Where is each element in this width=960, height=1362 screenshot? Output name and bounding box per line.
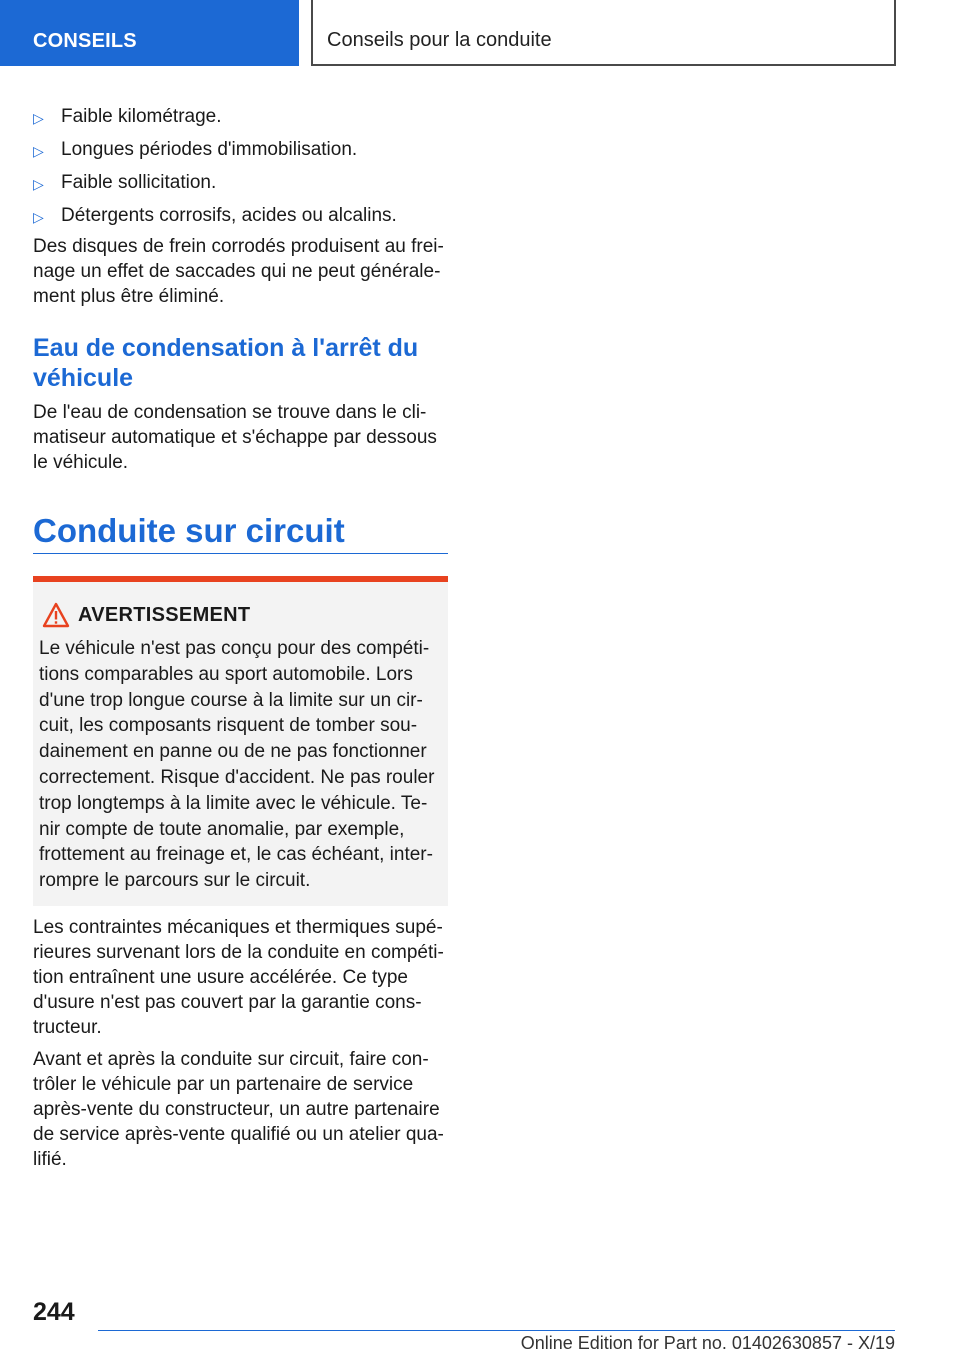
circuit-paragraph-1: Les contraintes mécaniques et thermiques supérieures survenant lors de la conduite en compétition entraînent une usure accélérée. Ce type d'usure n'est pas couvert par la garantie constructeur. — [33, 917, 444, 1038]
list-item — [33, 134, 448, 167]
footer-edition: Online Edition for Part no. 01402630857 - X/19 — [520, 1333, 895, 1353]
warning-triangle-icon — [42, 602, 70, 628]
list-item — [33, 101, 448, 134]
bullet-list — [33, 101, 448, 233]
list-item-text: Longues périodes d'immobilisation. — [61, 139, 358, 160]
circuit-paragraph-2: Avant et après la conduite sur circuit, faire contrôler le véhicule par un partenaire de service après-vente du constructeur, un autre partenaire de service après-vente qualifié ou un atelier qualifié. — [33, 1049, 444, 1170]
circuit-heading: Conduite sur circuit — [33, 512, 345, 549]
warning-box — [33, 576, 448, 906]
triangle-bullet-icon: ▷ — [33, 143, 44, 159]
condensation-heading: Eau de condensation à l'arrêt du véhicule — [33, 334, 419, 392]
triangle-bullet-icon: ▷ — [33, 110, 44, 126]
list-item — [33, 167, 448, 200]
triangle-bullet-icon: ▷ — [33, 209, 44, 225]
list-item — [33, 200, 448, 233]
list-item-text: Faible kilométrage. — [61, 106, 222, 127]
condensation-paragraph: De l'eau de condensation se trouve dans le climatiseur automatique et s'échappe par dessous le véhicule. — [33, 402, 437, 473]
heading-divider — [33, 553, 448, 554]
list-item-text: Faible sollicitation. — [61, 172, 217, 193]
section-tab: CONSEILS — [0, 0, 299, 66]
list-item-text: Détergents corrosifs, acides ou alcalins. — [61, 205, 397, 226]
page-number: 244 — [33, 1298, 75, 1326]
warning-text: Le véhicule n'est pas conçu pour des compétitions comparables au sport automobile. Lors d'une trop longue course à la limite sur un circuit, les composants risquent de tomber soudainement en panne ou de ne pas fonctionner correctement. Risque d'accident. Ne pas rouler trop longtemps à la limite avec le véhicule. Tenir compte de toute anomalie, par exemple, frottement au freinage et, le cas échéant, interrompre le parcours sur le circuit. — [39, 638, 435, 892]
triangle-bullet-icon: ▷ — [33, 176, 44, 192]
brake-paragraph: Des disques de frein corrodés produisent au freinage un effet de saccades qui ne peut généralement plus être éliminé. — [33, 236, 444, 307]
warning-header — [42, 602, 448, 628]
page-title: Conseils pour la conduite — [311, 0, 896, 66]
warning-label: AVERTISSEMENT — [78, 603, 251, 626]
footer-divider — [98, 1330, 895, 1331]
